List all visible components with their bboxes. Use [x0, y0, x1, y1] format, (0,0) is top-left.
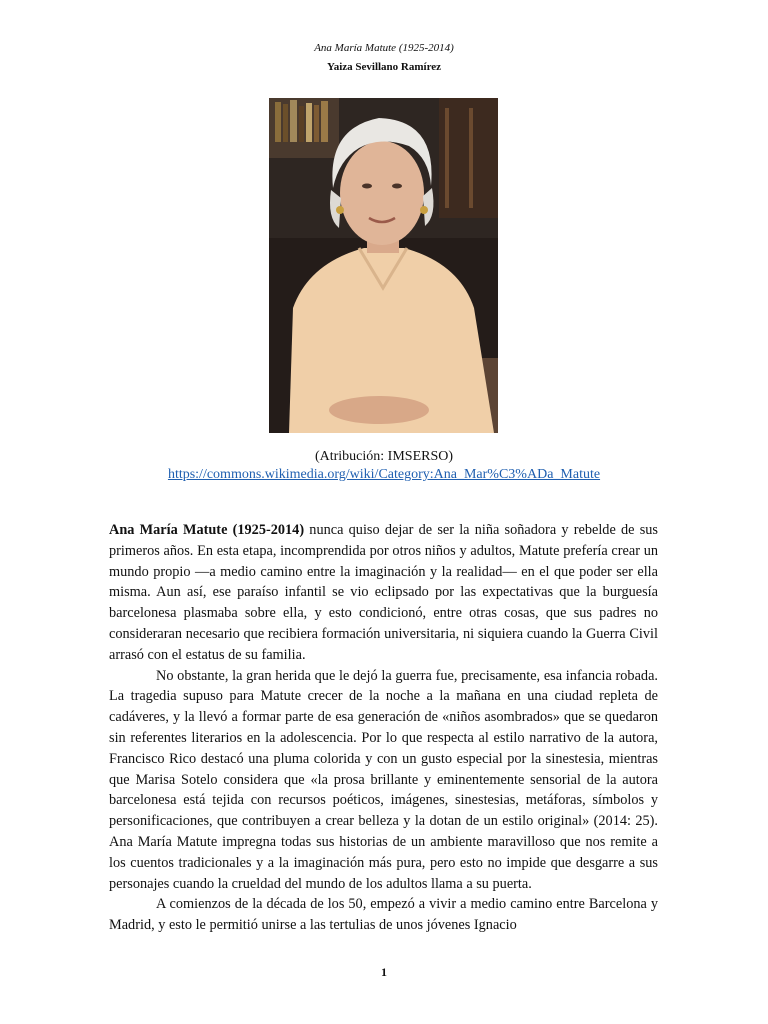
- paragraph-1-lead: Ana María Matute (1925-2014): [109, 522, 305, 538]
- paragraph-3: A comienzos de la década de los 50, empezó a vivir a medio camino entre Barcelona y Madrid, y esto le permitió unirse a las tertulias de unos jóvenes Ignacio: [109, 896, 658, 934]
- photo-source: [0, 467, 768, 483]
- paragraph-1: [109, 520, 658, 666]
- author-portrait-photo: [269, 98, 498, 433]
- page-number: 1: [381, 965, 387, 979]
- photo-caption: (Atribución: IMSERSO): [314, 449, 454, 464]
- header-title: Ana María Matute (1925-2014): [314, 42, 454, 54]
- body-text: [109, 520, 658, 936]
- header-author: Yaiza Sevillano Ramírez: [326, 61, 442, 73]
- paragraph-2: No obstante, la gran herida que le dejó la guerra fue, precisamente, esa infancia robada. La tragedia supuso para Matute crecer de la noche a la mañana en una ciudad repleta de cadáveres, y la llevó a formar parte de esa generación de «niños asombrados» que se quedaron sin referentes literarios en la adolescencia. Por lo que respecta al estilo narrativo de la autora, Francisco Rico destacó una pluma colorida y con un gusto especial por la sinestesia, mientras que Marisa Sotelo considera que «la prosa brillante y eminentemente sensorial de la autora barcelonesa está tejida con recursos poéticos, imágenes, sinestesias, metáforas, símbolos y personificaciones, que contribuyen a crear belleza y la dotan de un estilo original» (2014: 25). Ana María Matute impregna todas sus historias de un ambiente maravilloso que nos remite a los cuentos tradicionales y a la imaginación más pura, pero esto no impide que desgarre a sus personajes cuando la crueldad del mundo de los adultos llama a su puerta.: [109, 667, 658, 892]
- paragraph-1-text: nunca quiso dejar de ser la niña soñadora y rebelde de sus primeros años. En esta etapa, incomprendida por otros niños y adultos, Matute prefería crear un mundo propio —a medio camino entre la imaginación y la realidad— en el que poder ser ella misma. Aun así, ese paraíso infantil se vio eclipsado por las expectativas que la burguesía barcelonesa plasmaba sobre ella, y esto condicionó, entre otras cosas, que sus padres no consideraran necesario que recibiera formación universitaria, ni siquiera cuando la Guerra Civil arrasó con el estatus de su familia.: [109, 522, 658, 663]
- photo-source-link[interactable]: https://commons.wikimedia.org/wiki/Category:Ana_Mar%C3%ADa_Matute: [167, 467, 601, 482]
